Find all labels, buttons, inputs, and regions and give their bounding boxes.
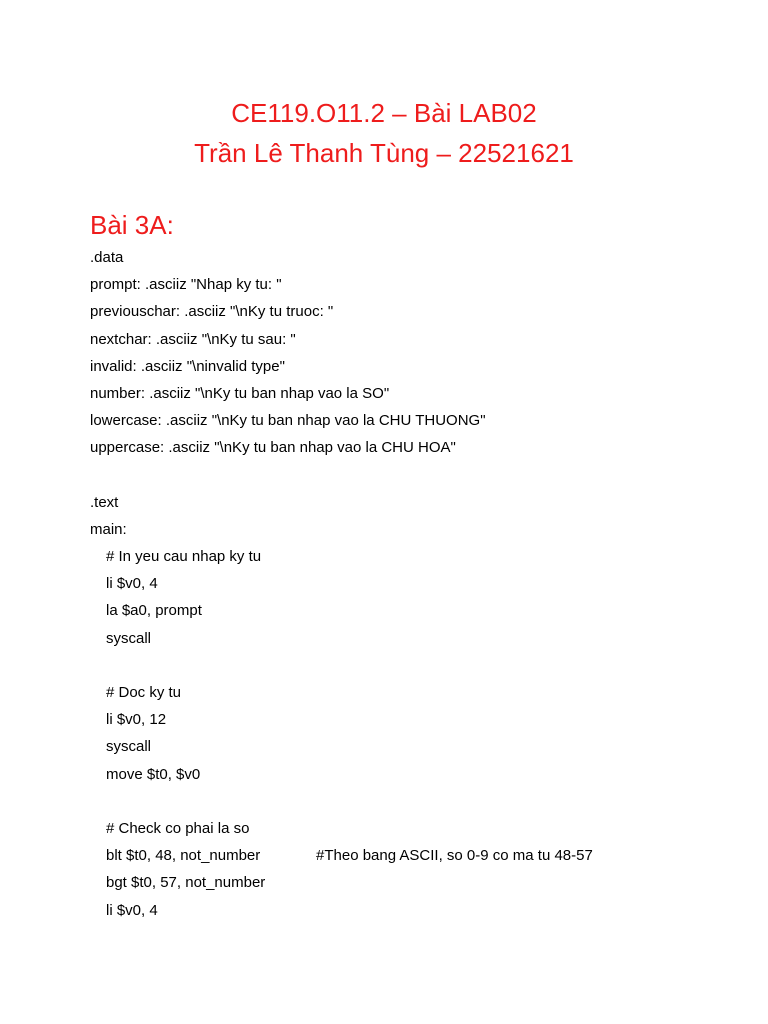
code-line: syscall xyxy=(106,738,152,756)
document-title: CE119.O11.2 – Bài LAB02 xyxy=(231,98,537,128)
code-line: invalid: .asciiz "\ninvalid type" xyxy=(90,357,285,375)
code-line: uppercase: .asciiz "\nKy tu ban nhap vao la CHU HOA" xyxy=(90,439,456,457)
code-comment: # In yeu cau nhap ky tu xyxy=(106,548,262,566)
title-block xyxy=(0,93,768,173)
code-line: number: .asciiz "\nKy tu ban nhap vao la SO" xyxy=(90,384,390,402)
code-line: li $v0, 4 xyxy=(106,901,158,919)
code-line: previouschar: .asciiz "\nKy tu truoc: " xyxy=(90,303,334,321)
code-inline-comment: #Theo bang ASCII, so 0-9 co ma tu 48-57 xyxy=(316,847,593,865)
code-line: prompt: .asciiz "Nhap ky tu: " xyxy=(90,276,282,294)
code-line-with-comment xyxy=(90,842,730,869)
code-instruction: blt $t0, 48, not_number xyxy=(106,847,261,865)
code-line: nextchar: .asciiz "\nKy tu sau: " xyxy=(90,330,296,348)
code-block xyxy=(90,244,730,924)
code-line: li $v0, 4 xyxy=(106,575,158,593)
code-line: syscall xyxy=(106,629,152,647)
author-line: Trần Lê Thanh Tùng – 22521621 xyxy=(194,138,574,168)
code-line: li $v0, 12 xyxy=(106,711,167,729)
code-line: .data xyxy=(90,249,124,266)
code-line: .text xyxy=(90,493,119,511)
blank-line xyxy=(90,462,730,489)
code-line: lowercase: .asciiz "\nKy tu ban nhap vao la CHU THUONG" xyxy=(90,412,486,430)
code-comment: # Doc ky tu xyxy=(106,684,182,701)
code-line: la $a0, prompt xyxy=(106,602,202,620)
code-line: bgt $t0, 57, not_number xyxy=(106,874,266,892)
code-line: move $t0, $v0 xyxy=(106,765,201,783)
blank-line xyxy=(90,652,730,679)
blank-line xyxy=(90,788,730,815)
code-comment: # Check co phai la so xyxy=(106,819,250,837)
section-heading: Bài 3A: xyxy=(90,210,174,240)
code-line: main: xyxy=(90,520,127,538)
